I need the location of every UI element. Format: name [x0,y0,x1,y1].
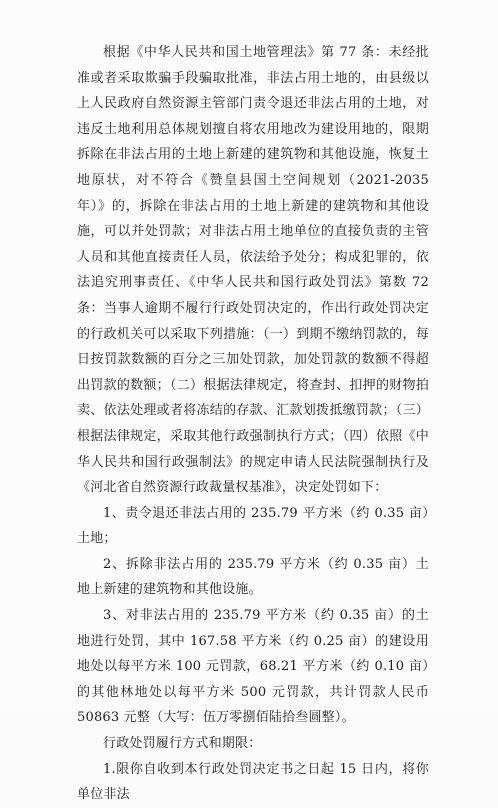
penalty-item-2: 2、拆除非法占用的 235.79 平方米（约 0.35 亩）土地上新建的建筑物和其他设施。 [77,556,429,598]
penalty-item-1: 1、责令退还非法占用的 235.79 平方米（约 0.35 亩）土地； [77,505,429,547]
execution-item-1: 1.限你自收到本行政处罚决定书之日起 15 日内，将你单位非法 [77,761,429,803]
penalty-item-3: 3、对非法占用的 235.79 平方米（约 0.35 亩）的土地进行处罚，其中 167.58 平方米（约 0.25 亩）的建设用地处以每平方米 100 元罚款，68.21 平方米（约 0.10 亩）的其他林地处以每平方米 500 元罚款，共计罚款人民币 50863 元整（大写：伍万零捌佰陆拾叁圆整）。 [77,608,429,726]
execution-method-heading: 行政处罚履行方式和期限： [103,736,262,752]
legal-basis-paragraph: 根据《中华人民共和国土地管理法》第 77 条：未经批准或者采取欺骗手段骗取批准，非法占用土地的，由县级以上人民政府自然资源主管部门责令退还非法占用的土地，对违反土地利用总体规划擅自将农用地改为建设用地的，限期拆除在非法占用的土地上新建的建筑物和其他设施，恢复土地原状，对不符合《赞皇县国土空间规划（2021-2035 年）》的，拆除在非法占用的土地上新建的建筑物和其他设施，可以并处罚款；对非法占用土地单位的直接负责的主管人员和其他直接责任人员，依法给予处分；构成犯罪的，依法追究刑事责任、《中华人民共和国行政处罚法》第数 72 条：当事人逾期不履行行政处罚决定的，作出行政处罚决定的行政机关可以采取下列措施：（一）到期不缴纳罚款的，每日按罚款数额的百分之三加处罚款，加处罚款的数额不得超出罚款的数额；（二）根据法律规定，将查封、扣押的财物拍卖、依法处理或者将冻结的存款、汇款划拨抵缴罚款；（三）根据法律规定，采取其他行政强制执行方式；（四）依照《中华人民共和国行政强制法》的规定申请人民法院强制执行及《河北省自然资源行政裁量权基准》，决定处罚如下： [77,45,429,496]
document-body [77,40,429,808]
